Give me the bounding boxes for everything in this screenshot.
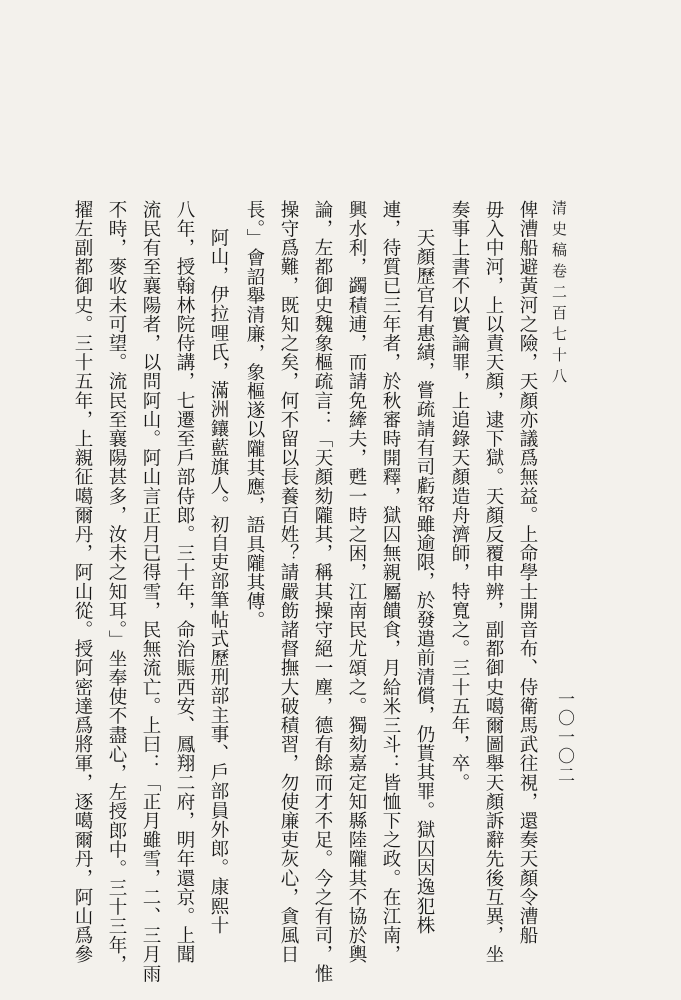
text-column-12: 流民有至襄陽者，以問阿山。阿山言正月已得雪，民無流亡。上曰：「正月雖雪，二、三月雨: [140, 200, 161, 984]
text-column-13: 不時，麥收未可望。流民至襄陽甚多，汝未之知耳。」坐奉使不盡心，左授郎中。三十三年，: [106, 200, 127, 974]
text-column-3: 奏事上書不以實論罪，上追錄天顏造舟濟師，特寬之。三十五年，卒。: [449, 200, 470, 793]
text-column-14: 擢左副都御史。三十五年，上親征噶爾丹，阿山從。授阿密達爲將軍，逐噶爾丹，阿山爲參: [72, 200, 93, 964]
running-header-title: 清史稿卷二百七十八: [550, 200, 568, 389]
text-column-1: 俾漕船避黃河之險，天顏亦議爲無益。上命學士開音布、侍衛馬武往視，還奏天顏令漕船: [517, 200, 538, 945]
text-column-7: 論，左都御史魏象樞疏言：「天顏劾隴其，稱其操守絕一塵，德有餘而才不足。今之有司，惟: [312, 200, 333, 984]
text-column-9: 長。」會詔舉清廉，象樞遂以隴其應，語具隴其傳。: [244, 200, 265, 631]
text-column-8: 操守爲難，既知之矣，何不留以長養百姓？請嚴飭諸督撫大破積習，勿使廉吏灰心，貪風日: [278, 200, 299, 964]
text-column-11: 八年，授翰林院侍講，七遷至戶部侍郎。三十年，命治賑西安、鳳翔二府，明年還京。上聞: [174, 200, 195, 964]
text-column-6: 興水利，蠲積逋，而請免縴夫，甦一時之困，江南民尤頌之。獨劾嘉定知縣陸隴其不協於輿: [346, 200, 367, 964]
text-column-10: 阿山，伊拉哩氏，滿洲鑲藍旗人。初自吏部筆帖式歷刑部主事、戶部員外郎。康熙十: [208, 228, 229, 935]
text-column-5: 連，待質已三年者，於秋審時開釋，獄囚無親屬饋食，月給米三斗：皆恤下之政。在江南，: [380, 200, 401, 964]
text-column-4: 天顏歷官有惠績，嘗疏請有司虧帑雖逾限，於發遣前清償，仍貰其罪。獄囚因逸犯株: [414, 228, 435, 935]
text-column-2: 毋入中河，上以責天顏，逮下獄。天顏反覆申辨，副都御史噶爾圖舉天顏訴辭先後互異，坐: [483, 200, 504, 964]
page-number: 一〇一〇二: [554, 690, 574, 785]
